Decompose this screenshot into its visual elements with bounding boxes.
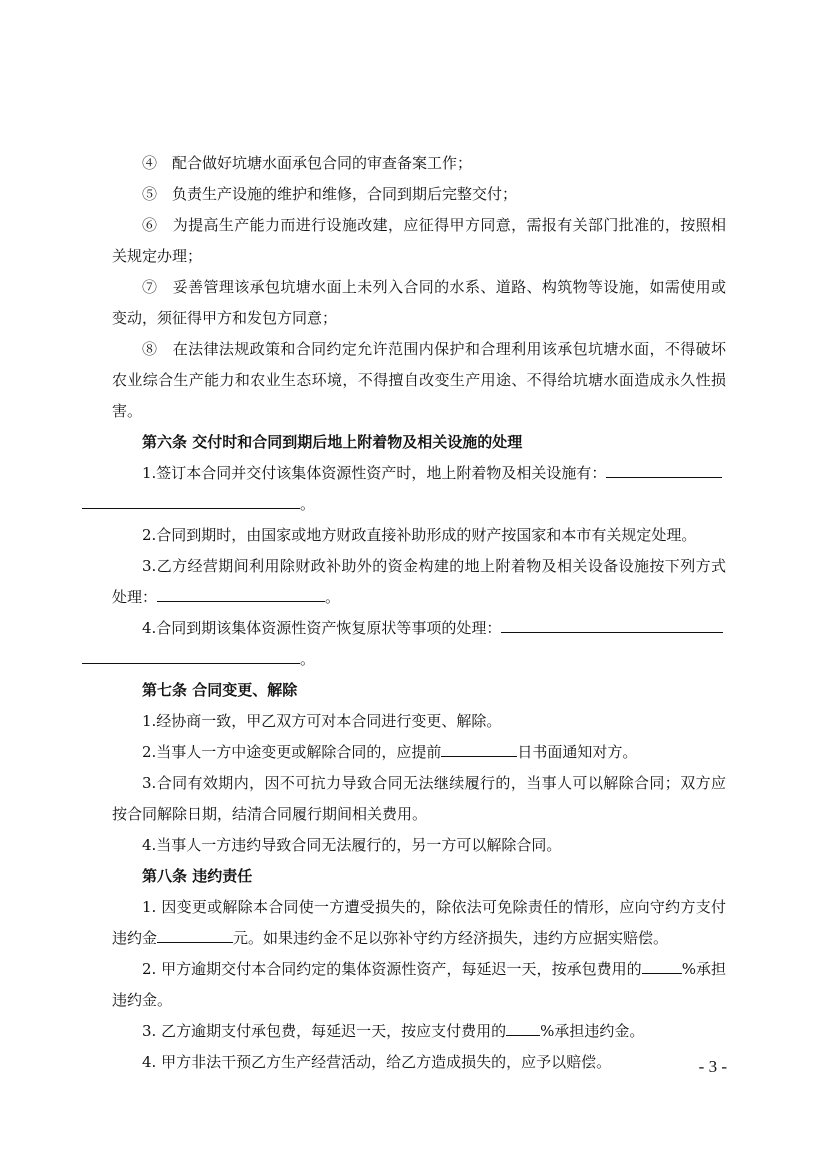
article-6-clause-1	[112, 458, 726, 520]
clause-text: %承担违约金。	[112, 960, 726, 1009]
article-6-clause-2: 2.合同到期时，由国家或地方财政直接补助形成的财产按国家和本市有关规定处理。	[142, 526, 697, 544]
item-8: ⑧ 在法律法规政策和合同约定允许范围内保护和合理利用该承包坑塘水面，不得破坏农业综合生产能力和农业生态环境，不得擅自改变生产用途、不得给坑塘水面造成永久性损害。	[112, 340, 726, 420]
article-8-title: 第八条 违约责任	[142, 867, 253, 885]
period: 。	[325, 588, 341, 606]
article-8-clause-2	[112, 954, 726, 1016]
fill-blank[interactable]	[506, 1017, 540, 1036]
period: 。	[300, 495, 316, 513]
article-7-clause-3: 3.合同有效期内，因不可抗力导致合同无法继续履行的，当事人可以解除合同；双方应按合同解除日期，结清合同履行期间相关费用。	[112, 774, 726, 823]
page-number: - 3 -	[698, 1057, 727, 1076]
fill-blank[interactable]	[441, 738, 517, 757]
clause-text: 1.签订本合同并交付该集体资源性资产时，地上附着物及相关设施有：	[142, 464, 607, 482]
fill-blank[interactable]	[157, 924, 233, 943]
item-6: ⑥ 为提高生产能力而进行设施改建，应征得甲方同意，需报有关部门批准的，按照相关规定办理；	[112, 216, 726, 265]
clause-text: 4.合同到期该集体资源性资产恢复原状等事项的处理：	[142, 619, 502, 637]
item-4: ④ 配合做好坑塘水面承包合同的审查备案工作；	[142, 154, 473, 172]
fill-blank[interactable]	[82, 645, 300, 664]
item-5: ⑤ 负责生产设施的维护和维修，合同到期后完整交付；	[142, 185, 518, 203]
clause-text: 元。如果违约金不足以弥补守约方经济损失，违约方应据实赔偿。	[233, 929, 669, 947]
clause-text: 日书面通知对方。	[517, 743, 638, 761]
article-6-clause-3	[112, 551, 726, 613]
article-6-title: 第六条 交付时和合同到期后地上附着物及相关设施的处理	[142, 433, 523, 451]
article-7-clause-2	[112, 737, 726, 768]
article-7-clause-1: 1.经协商一致，甲乙双方可对本合同进行变更、解除。	[142, 712, 502, 730]
clause-text: %承担违约金。	[540, 1022, 645, 1040]
fill-blank[interactable]	[157, 583, 325, 602]
fill-blank[interactable]	[642, 955, 682, 974]
fill-blank[interactable]	[501, 614, 723, 633]
document-body	[112, 148, 726, 1078]
clause-text: 1. 因变更或解除本合同使一方遭受损失的，除依法可免除责任的情形，应向守约方支付违约金	[112, 898, 726, 947]
period: 。	[300, 650, 316, 668]
article-8-clause-1	[112, 892, 726, 954]
fill-blank[interactable]	[82, 490, 300, 509]
article-8-clause-4: 4. 甲方非法干预乙方生产经营活动，给乙方造成损失的，应予以赔偿。	[142, 1053, 612, 1071]
clause-text: 3.乙方经营期间利用除财政补助外的资金构建的地上附着物及相关设备设施按下列方式处理：	[112, 557, 726, 606]
article-8-clause-3	[112, 1016, 726, 1047]
article-7-clause-4: 4.当事人一方违约导致合同无法履行的，另一方可以解除合同。	[142, 836, 562, 854]
clause-text: 2.当事人一方中途变更或解除合同的，应提前	[142, 743, 442, 761]
fill-blank[interactable]	[606, 459, 722, 478]
article-6-clause-4	[112, 613, 726, 675]
clause-text: 3. 乙方逾期支付承包费，每延迟一天，按应支付费用的	[142, 1022, 507, 1040]
item-7: ⑦ 妥善管理该承包坑塘水面上未列入合同的水系、道路、构筑物等设施，如需使用或变动，须征得甲方和发包方同意；	[112, 278, 726, 327]
article-7-title: 第七条 合同变更、解除	[142, 681, 298, 699]
clause-text: 2. 甲方逾期交付本合同约定的集体资源性资产，每延迟一天，按承包费用的	[142, 960, 642, 978]
